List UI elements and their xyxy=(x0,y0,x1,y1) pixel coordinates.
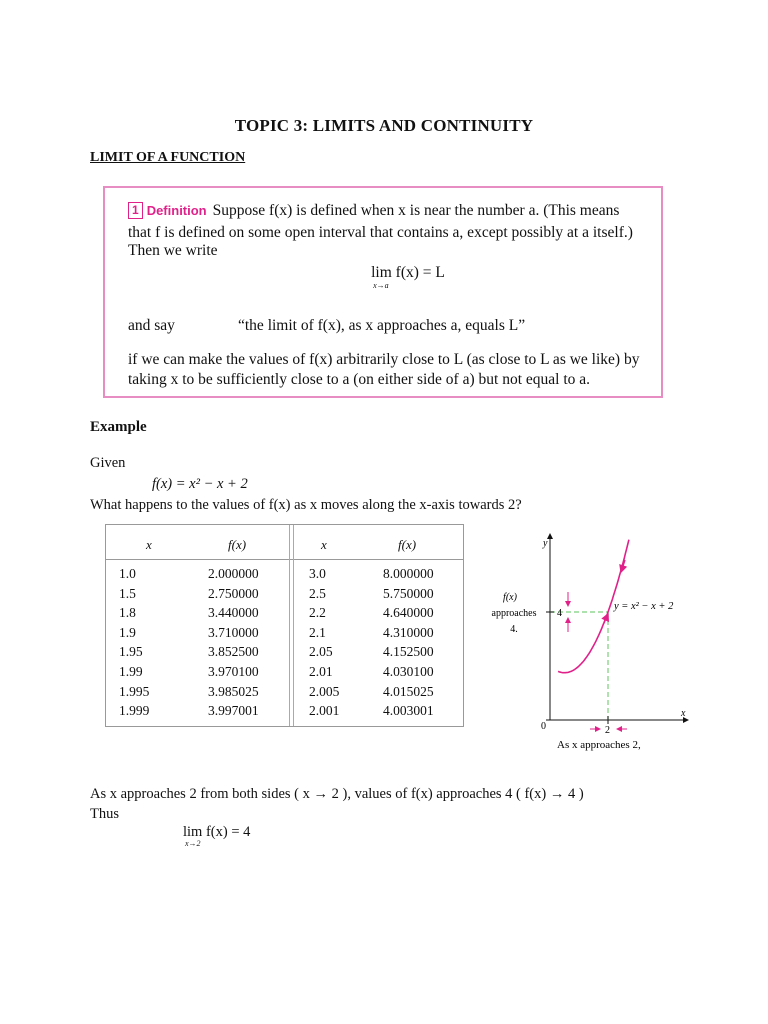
table-cell: 3.852500 xyxy=(208,644,259,660)
table-cell: 1.9 xyxy=(119,624,136,640)
table-header-divider xyxy=(106,559,463,560)
conclusion-limit-subscript: x→2 xyxy=(185,839,201,848)
table-cell: 4.015025 xyxy=(383,683,434,699)
table-cell: 1.0 xyxy=(119,566,136,581)
table-header-fx-right: f(x) xyxy=(398,537,417,552)
definition-limit xyxy=(128,264,688,290)
fx-label: f(x) xyxy=(503,592,517,603)
table-cell: 2.2 xyxy=(309,605,326,621)
definition-quote: “the limit of f(x), as x approaches a, equals L” xyxy=(238,317,526,334)
limit-expression: lim f(x) = L xyxy=(371,264,445,281)
table-cell: 2.750000 xyxy=(208,585,259,601)
table-header-x-right: x xyxy=(321,537,327,552)
conclusion-line xyxy=(90,786,584,803)
table-cell: 3.710000 xyxy=(208,624,259,640)
table-cell: 5.750000 xyxy=(383,585,434,601)
table-cell: 3.0 xyxy=(309,566,326,581)
table-cell: 1.8 xyxy=(119,605,136,621)
table-cell: 1.995 xyxy=(119,683,150,699)
origin-label: 0 xyxy=(541,721,546,732)
table-cell: 4.003001 xyxy=(383,703,434,719)
table-cell: 1.999 xyxy=(119,703,150,719)
example-question: What happens to the values of f(x) as x moves along the x-axis towards 2? xyxy=(90,497,522,513)
approaches-label: approaches xyxy=(491,608,537,619)
table-cell: 3.970100 xyxy=(208,664,259,679)
table-cell: 2.000000 xyxy=(208,566,259,581)
parabola-graph xyxy=(480,530,700,755)
table-cell: 1.99 xyxy=(119,664,143,679)
definition-text-1: Suppose f(x) is defined when x is near the number a. (This means xyxy=(212,202,620,219)
definition-line-5: taking x to be sufficiently close to a (on either side of a) but not equal to a. xyxy=(128,371,591,388)
page-title: TOPIC 3: LIMITS AND CONTINUITY xyxy=(234,116,534,135)
definition-line-4: if we can make the values of f(x) arbitrarily close to L (as close to L as we like) by xyxy=(128,351,640,368)
table-cell: 1.95 xyxy=(119,644,143,660)
table-cell: 4.310000 xyxy=(383,624,434,640)
definition-label: Definition xyxy=(146,203,207,218)
definition-box xyxy=(103,186,663,398)
conclusion-limit xyxy=(183,824,251,848)
table-cell: 2.005 xyxy=(309,683,340,699)
example-heading: Example xyxy=(90,419,147,435)
x-axis-label: x xyxy=(681,708,686,719)
definition-and-say: and say xyxy=(128,317,175,334)
table-cell: 3.440000 xyxy=(208,605,259,621)
four-label: 4. xyxy=(510,624,518,635)
function-definition: f(x) = x² − x + 2 xyxy=(152,476,248,492)
conclusion-text: As x approaches 2 from both sides ( x → 2 ), values of f(x) approaches 4 ( f(x) → 4 ) xyxy=(90,786,584,802)
thus-label: Thus xyxy=(90,806,119,822)
table-center-divider xyxy=(289,525,290,726)
tick-label-4: 4 xyxy=(557,608,562,619)
table-cell: 4.152500 xyxy=(383,644,434,660)
table-center-divider-2 xyxy=(293,525,294,726)
definition-line-3: Then we write xyxy=(128,242,218,259)
table-cell: 3.997001 xyxy=(208,703,259,719)
table-cell: 1.5 xyxy=(119,585,136,601)
table-cell: 4.030100 xyxy=(383,664,434,679)
definition-number: 1 xyxy=(128,202,143,219)
curve-label: y = x² − x + 2 xyxy=(614,601,674,612)
table-header-x-left: x xyxy=(146,537,152,552)
values-table xyxy=(105,524,464,727)
table-cell: 4.640000 xyxy=(383,605,434,621)
table-cell: 2.1 xyxy=(309,624,326,640)
limit-subscript: x→a xyxy=(373,281,389,290)
y-axis-label: y xyxy=(543,538,548,549)
graph-caption: As x approaches 2, xyxy=(557,739,641,751)
table-header-fx-left: f(x) xyxy=(228,537,247,552)
table-cell: 2.001 xyxy=(309,703,340,719)
table-cell: 2.05 xyxy=(309,644,333,660)
table-cell: 2.01 xyxy=(309,664,333,679)
section-heading: LIMIT OF A FUNCTION xyxy=(90,150,246,165)
conclusion-limit-expression: lim f(x) = 4 xyxy=(183,824,251,840)
tick-label-2: 2 xyxy=(605,725,610,736)
table-cell: 3.985025 xyxy=(208,683,259,699)
definition-line-1 xyxy=(128,202,619,220)
table-cell: 8.000000 xyxy=(383,566,434,581)
definition-line-2: that f is defined on some open interval that contains a, except possibly at a itself.) xyxy=(128,224,633,241)
given-label: Given xyxy=(90,455,126,471)
table-cell: 2.5 xyxy=(309,585,326,601)
